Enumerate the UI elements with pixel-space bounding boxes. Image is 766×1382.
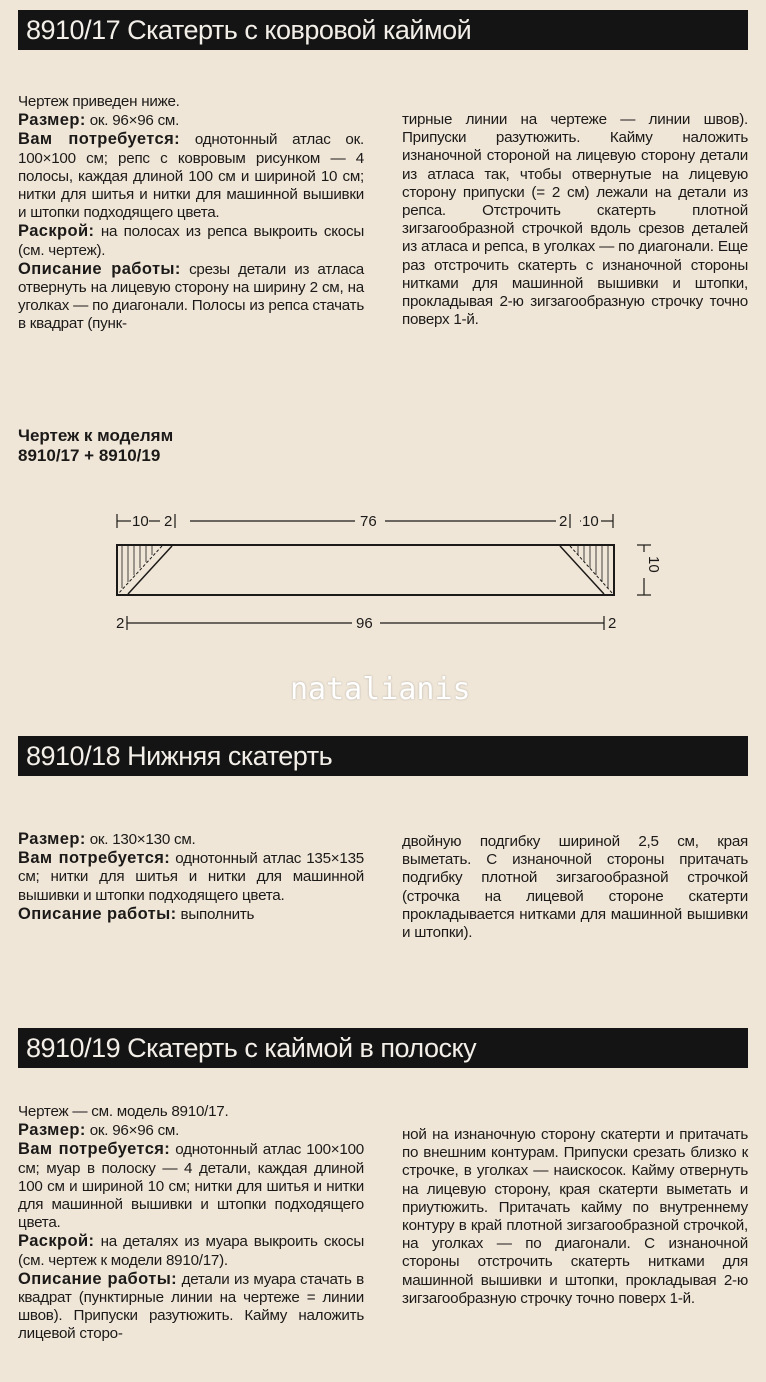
work-text: детали из муара стачать в квадрат (пунктирные линии на чертеже = линии швов). Припуски разутюжить. Кайму наложить лицевой сторо- [18, 1270, 364, 1343]
dim-side: 10 [645, 556, 662, 573]
cutting-text: на полосах из репса выкроить скосы (см. чертеж). [18, 223, 364, 259]
size-label: Размер: [18, 1121, 86, 1140]
section1-left-column [18, 93, 364, 334]
dim-bottom-center: 96 [356, 615, 373, 632]
diagram-title-line2: 8910/17 + 8910/19 [18, 446, 161, 465]
size-label: Размер: [18, 111, 86, 130]
cutting-label: Раскрой: [18, 222, 95, 241]
section2-left-column [18, 830, 364, 924]
dim-top-left: 10 [132, 513, 149, 530]
dim-bottom-left: 2 [116, 615, 125, 632]
dim-top-right: 10 [582, 513, 599, 530]
section-header-8910-19: 8910/19 Скатерть с каймой в полоску [18, 1028, 748, 1068]
section1-right-column [402, 111, 748, 329]
section3-right-column [402, 1126, 748, 1308]
section3-materials [18, 1140, 364, 1232]
section1-intro: Чертеж приведен ниже. [18, 93, 180, 110]
work-label: Описание работы: [18, 259, 181, 278]
dim-bottom-right: 2 [608, 615, 617, 632]
border-strip [117, 545, 614, 595]
section2-size [18, 830, 364, 849]
work-label: Описание работы: [18, 904, 177, 923]
section1-cutting [18, 222, 364, 259]
dim-top-left2: 2 [164, 513, 173, 530]
size-text: ок. 96×96 см. [85, 112, 180, 130]
hatch-left [122, 546, 152, 588]
size-text: ок. 96×96 см. [85, 1122, 180, 1140]
materials-text: однотонный атлас 100×100 см; муар в полоску — 4 детали, каждая длиной 100 см и шириной 10 см; нитки для шитья и нитки для машинной вышивки и штопки подходящего цвета. [18, 1141, 364, 1232]
section-header-8910-18: 8910/18 Нижняя скатерть [18, 736, 748, 776]
dim-top-center: 76 [360, 513, 377, 530]
materials-label: Вам потребуется: [18, 849, 171, 868]
diagram-title [18, 426, 173, 466]
border-diagram [0, 500, 766, 640]
section1-right-text: тирные линии на чертеже — линии швов). Припуски разутюжить. Кайму наложить изнаночной стороной на лицевую сторону детали из атласа так, чтобы отвернутые на лицевую сторону припуски (= 2 см) лежали на детали из репса. Отстрочить скатерть плотной зигзагообразной строчкой вдоль срезов деталей из атласа и репса, в уголках — по диагонали. Еще раз отстрочить скатерть с изнаночной стороны нитками для машинной вышивки и штопки, прокладывая 2-ю зигзагообразную строчку точно поверх 1-й. [402, 111, 748, 329]
materials-text: однотонный атлас 135×135 см; нитки для шитья и нитки для машинной вышивки и штопки подходящего цвета. [18, 850, 364, 904]
materials-text: однотонный атлас ок. 100×100 см; репс с ковровым рисунком — 4 полосы, каждая длиной 100 см и шириной 10 см; нитки для шитья и нитки для машинной вышивки и штопки подходящего цвета. [18, 131, 364, 222]
section1-materials [18, 130, 364, 222]
section2-work [18, 905, 364, 924]
section1-work [18, 260, 364, 334]
section3-right-text: ной на изнаночную сторону скатерти и притачать по внешним контурам. Припуски срезать близко к строчке, в уголках — наискосок. Кайму отвернуть на лицевую сторону, края скатерти выметать и приутюжить. Притачать кайму по внутреннему контуру в край плотной зигзагообразной строчкой, на уголках — по диагонали. С изнаночной стороны отстрочить скатерть нитками для машинной вышивки и штопки, прокладывая 2-ю зигзагообразную строчку точно поверх 1-й. [402, 1126, 748, 1307]
section1-size [18, 111, 364, 130]
watermark: natalianis [290, 672, 471, 707]
work-label: Описание работы: [18, 1269, 178, 1288]
section2-right-column [402, 833, 748, 942]
section2-materials [18, 849, 364, 905]
size-label: Размер: [18, 830, 86, 848]
materials-label: Вам потребуется: [18, 1140, 171, 1159]
work-text: выполнить [176, 905, 255, 923]
section3-size [18, 1121, 364, 1140]
work-text: срезы детали из атласа отвернуть на лицевую сторону на ширину 2 см, на уголках — по диагонали. Полосы из репса стачать в квадрат (пунк- [18, 260, 364, 333]
materials-label: Вам потребуется: [18, 130, 181, 149]
cutting-text: на деталях из муара выкроить скосы (см. чертеж к модели 8910/17). [18, 1233, 364, 1269]
cutting-label: Раскрой: [18, 1232, 95, 1251]
section3-work [18, 1270, 364, 1344]
section2-right-text: двойную подгибку шириной 2,5 см, края выметать. С изнаночной стороны притачать подгибку плотной зигзагообразной строчкой (строчка на лицевой стороне скатерти прокладывается нитками для машинной вышивки и штопки). [402, 833, 748, 942]
size-text: ок. 130×130 см. [85, 831, 196, 848]
diagram-title-line1: Чертеж к моделям [18, 426, 174, 445]
dim-top-right2: 2 [559, 513, 568, 530]
section-header-8910-17: 8910/17 Скатерть с ковровой каймой [18, 10, 748, 50]
section3-intro: Чертеж — см. модель 8910/17. [18, 1103, 229, 1120]
section3-cutting [18, 1232, 364, 1269]
section3-left-column [18, 1103, 364, 1344]
